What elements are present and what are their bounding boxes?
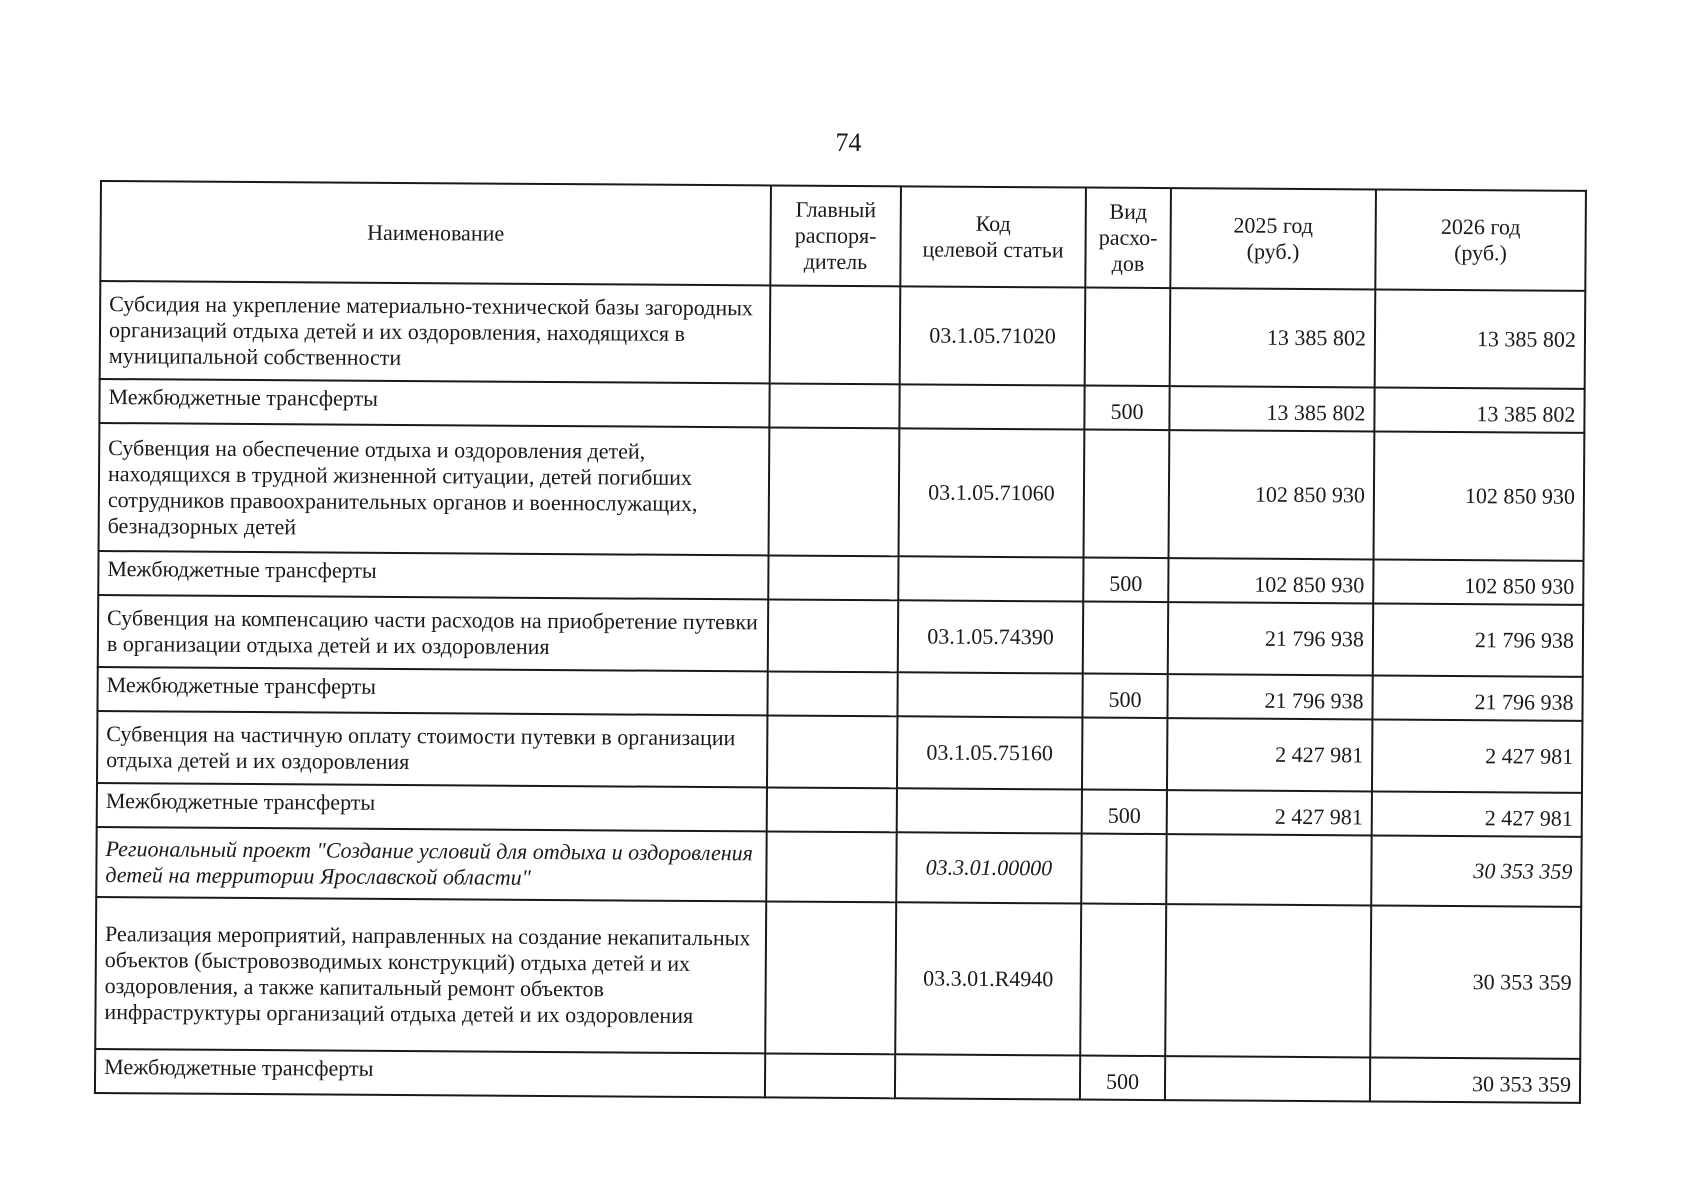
row-name: Межбюджетные трансферты: [97, 667, 767, 715]
row-2026: 30 353 359: [1370, 1057, 1580, 1102]
row-2026: 21 796 938: [1372, 675, 1582, 720]
row-name: Субвенция на частичную оплату стоимости путевки в организации отдыха детей и их оздоровления: [97, 711, 767, 787]
row-code: [899, 384, 1084, 429]
header-code: Код целевой статьи: [900, 186, 1086, 287]
row-kind: 500: [1082, 790, 1167, 835]
row-manager: [768, 599, 898, 672]
row-kind: 500: [1082, 674, 1167, 719]
page-number: 74: [835, 128, 862, 157]
row-code: 03.1.05.74390: [898, 600, 1083, 673]
row-code: [895, 1054, 1080, 1099]
row-2025: 21 796 938: [1168, 602, 1373, 675]
row-2026: 102 850 930: [1373, 559, 1583, 604]
row-kind: 500: [1084, 386, 1169, 431]
row-2026: 21 796 938: [1373, 603, 1583, 676]
row-2025: [1165, 1056, 1370, 1101]
budget-table: [94, 180, 1587, 1104]
row-kind: 500: [1080, 1056, 1165, 1101]
table-row: [95, 897, 1581, 1059]
row-manager: [770, 285, 901, 384]
row-code: 03.1.05.71060: [899, 428, 1085, 557]
row-manager: [768, 555, 898, 600]
table-row: [95, 1049, 1580, 1103]
row-kind: 500: [1083, 558, 1168, 603]
row-code: [897, 788, 1082, 833]
row-name: Межбюджетные трансферты: [97, 783, 767, 831]
row-2026: 2 427 981: [1372, 719, 1582, 792]
row-kind: [1084, 430, 1170, 559]
row-2026: 13 385 802: [1374, 387, 1584, 432]
row-2025: 13 385 802: [1169, 386, 1374, 431]
row-2025: 102 850 930: [1168, 558, 1373, 603]
row-2025: 102 850 930: [1169, 430, 1375, 559]
row-manager: [766, 831, 896, 902]
row-kind: [1082, 718, 1167, 791]
row-2025: 2 427 981: [1167, 718, 1372, 791]
row-name: Межбюджетные трансферты: [99, 379, 769, 427]
row-kind: [1083, 602, 1168, 675]
row-manager: [765, 1053, 895, 1098]
row-name: Субсидия на укрепление материально-технической базы загородных организаций отдыха детей и их оздоровления, находящихся в муниципальной собственности: [100, 281, 771, 383]
header-2025: 2025 год (руб.): [1170, 188, 1376, 289]
row-2026: 30 353 359: [1370, 905, 1581, 1058]
row-manager: [765, 901, 896, 1054]
row-code: 03.3.01.R4940: [895, 902, 1081, 1055]
header-name: Наименование: [100, 181, 771, 285]
row-2026: 30 353 359: [1371, 835, 1581, 906]
row-2025: 13 385 802: [1170, 288, 1376, 387]
row-2025: 2 427 981: [1167, 790, 1372, 835]
row-code: 03.1.05.75160: [897, 716, 1082, 789]
row-2025: [1165, 904, 1371, 1057]
table-row: [100, 281, 1586, 389]
row-kind: [1085, 288, 1171, 387]
row-name: Субвенция на компенсацию части расходов на приобретение путевки в организации отдыха детей и их оздоровления: [98, 595, 768, 671]
row-name: Субвенция на обеспечение отдыха и оздоровления детей, находящихся в трудной жизненной ситуации, детей погибших сотрудников правоохранительных органов и военнослужащих, безнадзорных детей: [99, 423, 770, 555]
row-name: Межбюджетные трансферты: [98, 551, 768, 599]
row-2026: 13 385 802: [1375, 289, 1586, 388]
row-2025: 21 796 938: [1167, 674, 1372, 719]
row-code: [897, 672, 1082, 717]
row-code: [898, 556, 1083, 601]
row-name: Межбюджетные трансферты: [95, 1049, 765, 1097]
table-row-regional-project: [96, 827, 1581, 907]
header-kind: Вид расхо- дов: [1085, 188, 1171, 289]
row-name: Региональный проект "Создание условий для отдыха и оздоровления детей на территории Ярославской области": [96, 827, 766, 901]
row-manager: [769, 427, 900, 556]
table-row: [99, 423, 1585, 561]
table-row: [97, 711, 1582, 793]
row-kind: [1081, 834, 1166, 905]
row-manager: [767, 715, 897, 788]
row-name: Реализация мероприятий, направленных на создание некапитальных объектов (быстровозводимых конструкций) отдыха детей и их оздоровления, а также капитальный ремонт объектов инфраструктуры организаций отдыха детей и их оздоровления: [95, 897, 766, 1053]
row-2026: 2 427 981: [1372, 791, 1582, 836]
row-kind: [1080, 904, 1166, 1057]
table-row: [98, 595, 1583, 677]
row-manager: [769, 383, 899, 428]
table-header-row: [100, 181, 1586, 291]
row-2025: [1166, 834, 1371, 905]
row-manager: [767, 787, 897, 832]
header-2026: 2026 год (руб.): [1375, 189, 1586, 290]
header-manager: Главный распоря- дитель: [770, 185, 901, 286]
row-code: 03.1.05.71020: [900, 286, 1086, 385]
row-2026: 102 850 930: [1374, 431, 1585, 560]
row-manager: [767, 671, 897, 716]
row-code: 03.3.01.00000: [896, 832, 1081, 903]
